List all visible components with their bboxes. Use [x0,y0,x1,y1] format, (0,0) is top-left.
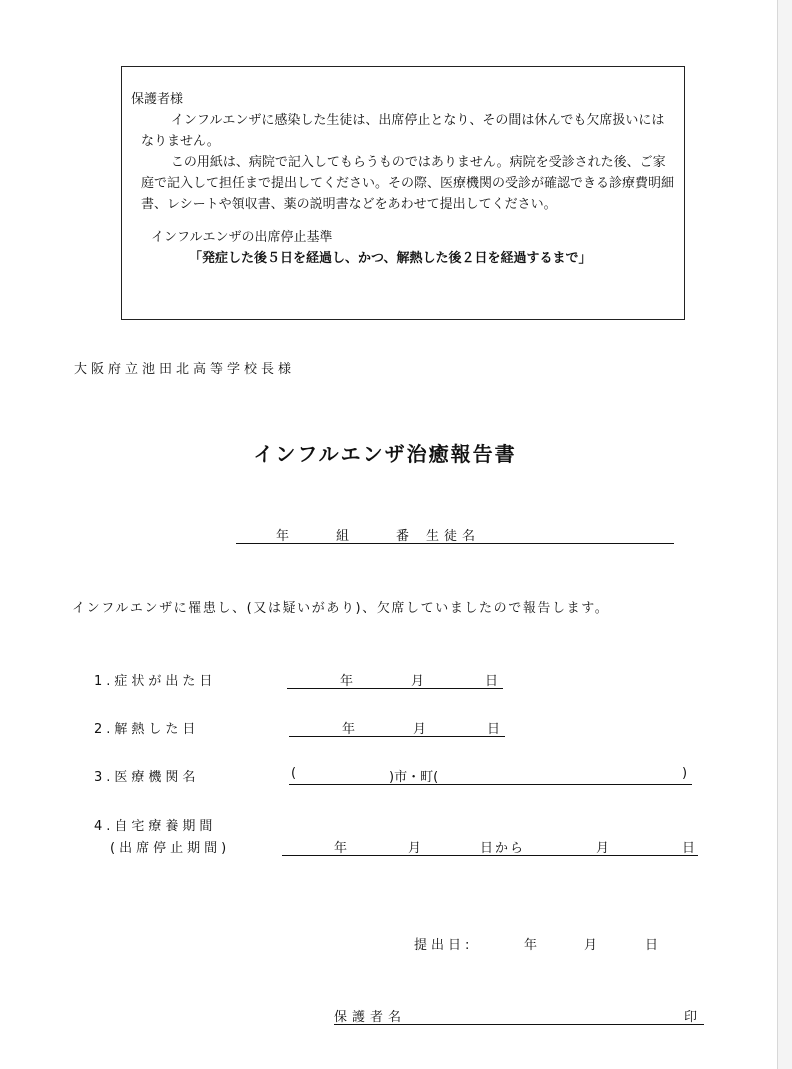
clinic-open-paren: ( [291,766,297,781]
submit-day[interactable]: 日 [645,938,663,953]
student-year-label: 年 [276,529,290,544]
onset-date-label: 1.症状が出た日 [94,674,217,689]
period-month: 月 [408,841,422,856]
fever-year: 年 [342,722,356,737]
document-title: インフルエンザ治癒報告書 [253,442,517,466]
student-number-label: 番 [396,529,410,544]
submit-year[interactable]: 年 [524,938,542,953]
notice-salutation: 保護者様 [131,92,184,107]
onset-date-field[interactable] [287,670,503,689]
seal-mark: 印 [684,1010,698,1025]
submit-month[interactable]: 月 [584,938,602,953]
home-care-period-field[interactable] [282,837,698,856]
clinic-city-label: )市・町( [389,770,439,785]
clinic-label: 3.医療機関名 [94,770,200,785]
submit-date-label: 提出日: [414,938,474,953]
page-edge [777,0,792,1069]
clinic-field[interactable] [289,766,692,785]
onset-month: 月 [411,674,425,689]
fever-date-field[interactable] [289,718,505,737]
fever-month: 月 [413,722,427,737]
home-care-sublabel: (出席停止期間) [110,841,231,856]
student-name-label: 生徒名 [426,529,481,544]
statement: インフルエンザに罹患し、(又は疑いがあり)、欠席していましたので報告します。 [72,601,610,616]
clinic-close-paren: ) [682,766,688,781]
student-class-label: 組 [336,529,350,544]
guardian-label: 保護者名 [334,1010,407,1025]
notice-paragraph-1: インフルエンザに感染した生徒は、出席停止となり、その間は休んでも欠席扱いにはなりません。 [141,113,665,149]
period-month-2: 月 [596,841,610,856]
guardian-signature-field[interactable] [334,1006,704,1025]
home-care-label: 4.自宅療養期間 [94,819,217,834]
addressee: 大阪府立池田北高等学校長様 [74,362,296,377]
onset-year: 年 [340,674,354,689]
fever-day: 日 [487,722,501,737]
student-info-line[interactable] [236,525,674,544]
notice-box [121,66,685,320]
criteria-text: 「発症した後５日を経過し、かつ、解熱した後２日を経過するまで」 [189,251,592,266]
fever-date-label: 2.解熱した日 [94,722,200,737]
onset-day: 日 [485,674,499,689]
period-year: 年 [334,841,348,856]
criteria-title: インフルエンザの出席停止基準 [151,230,333,245]
period-from: 日から [480,841,526,856]
period-day-2: 日 [682,841,696,856]
notice-paragraph-2: この用紙は、病院で記入してもらうものではありません。病院を受診された後、ご家庭で記入して担任まで提出してください。その際、医療機関の受診が確認できる診療費明細書、レシートや領収書、薬の説明書などをあわせて提出してください。 [141,155,675,212]
